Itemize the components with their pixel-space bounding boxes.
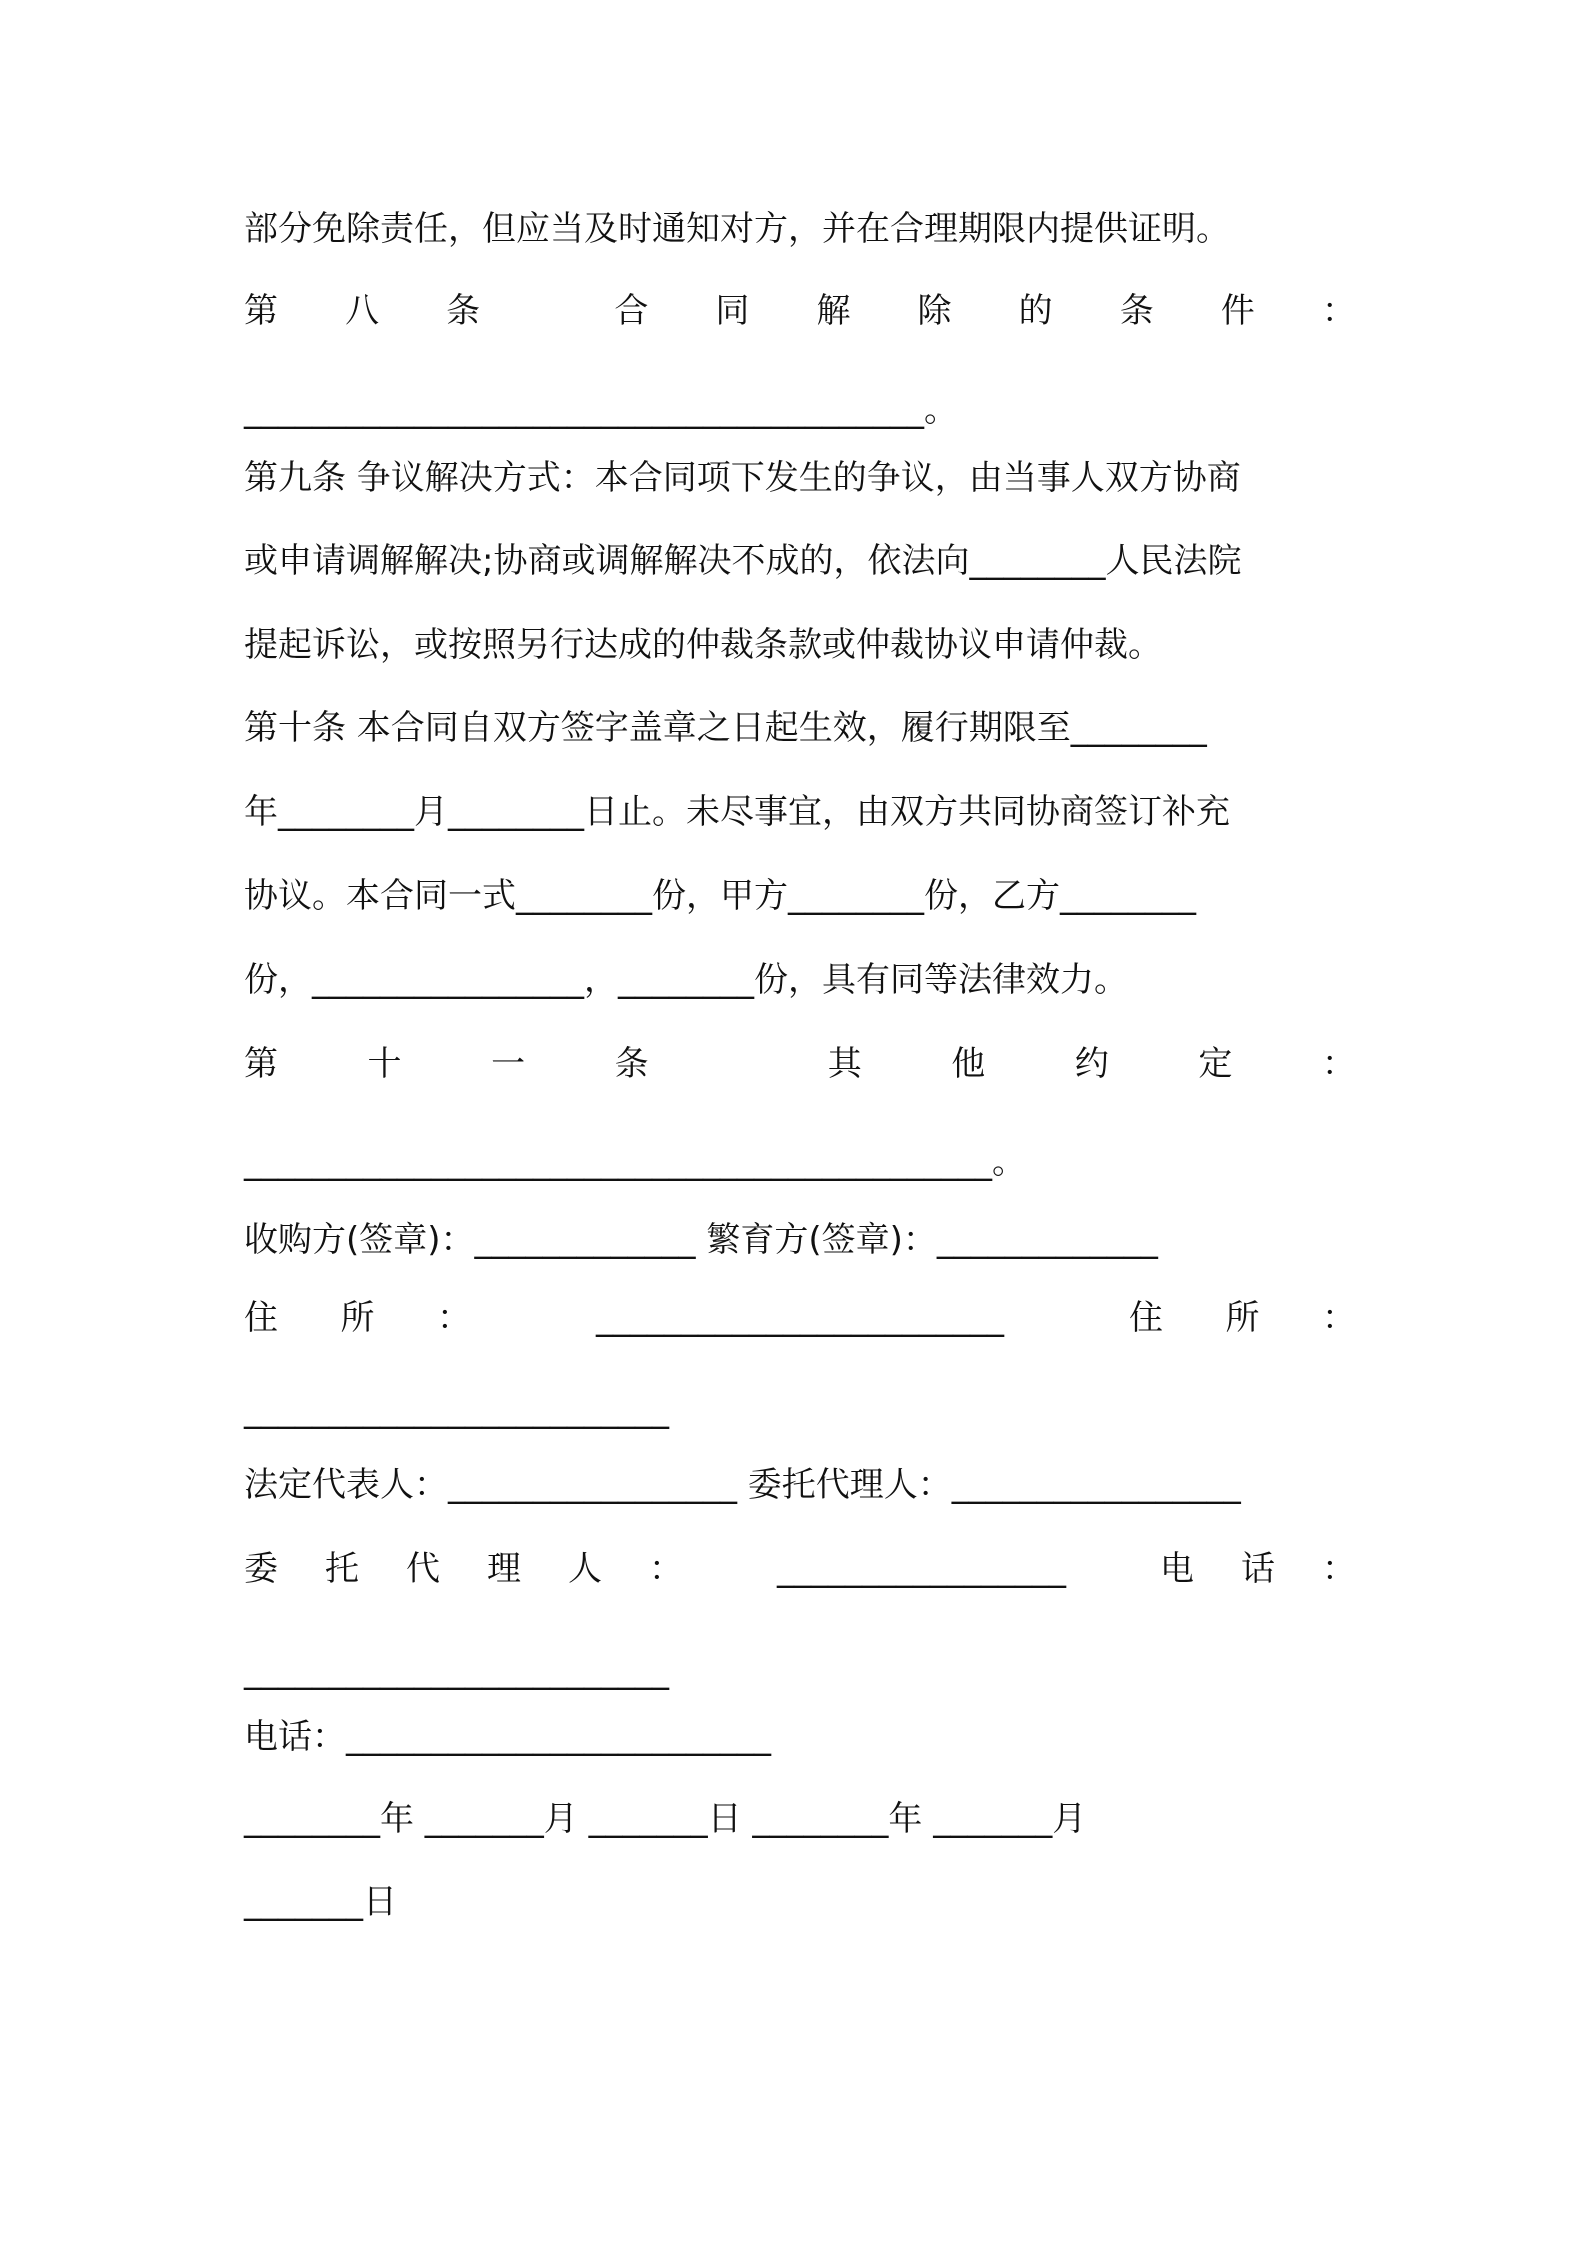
article8-token: 的	[1018, 291, 1053, 331]
article10-line-3: 协议。本合同一式________份，甲方________份，乙方________	[244, 876, 1196, 916]
agent-phone-token: 代	[406, 1549, 440, 1589]
article9-line-2: 或申请调解解决;协商或调解解决不成的，依法向________人民法院	[244, 541, 1242, 581]
address-token: 所	[340, 1298, 375, 1338]
article11-token: 十	[367, 1044, 402, 1084]
article11-blank: ____________________________________________。	[244, 1142, 1026, 1182]
address-token: ：	[1322, 1298, 1356, 1338]
article11-token: 其	[827, 1044, 862, 1084]
address-token: 住	[244, 1298, 278, 1338]
article8-token: 同	[715, 291, 750, 331]
article8-token: 除	[917, 291, 952, 331]
article11-heading	[244, 1038, 1356, 1090]
article8-blank: ________________________________________。	[244, 390, 958, 430]
article8-token: 合	[614, 291, 649, 331]
signature-parties: 收购方(签章)：_____________ 繁育方(签章)：_____________	[244, 1220, 1158, 1260]
article9-line-1: 第九条 争议解决方式：本合同项下发生的争议，由当事人双方协商	[244, 458, 1241, 498]
agent-phone-token: ：	[1322, 1549, 1356, 1589]
article10-line-2: 年________月________日止。未尽事宜，由双方共同协商签订补充	[244, 792, 1230, 832]
article11-token: 约	[1074, 1044, 1109, 1084]
agent-phone-token: ：	[649, 1549, 683, 1589]
article11-token: 条	[614, 1044, 649, 1084]
date-line: ________年 _______月 _______日 ________年 _______月	[244, 1799, 1087, 1839]
article8-heading	[244, 285, 1356, 337]
article8-token: 条	[1119, 291, 1154, 331]
address-token: ：	[437, 1298, 471, 1338]
phone-blank-continued: _________________________	[244, 1651, 669, 1691]
article8-token: 件	[1220, 291, 1255, 331]
article11-token: 一	[491, 1044, 526, 1084]
phone-line: 电话：_________________________	[244, 1717, 771, 1757]
agent-phone-token: 人	[568, 1549, 602, 1589]
address-blank: ________________________	[596, 1298, 1004, 1338]
article8-token: 条	[446, 291, 481, 331]
agent-phone-line	[244, 1543, 1356, 1595]
agent-phone-token: 托	[325, 1549, 359, 1589]
article11-token: 他	[951, 1044, 986, 1084]
article8-token: 八	[345, 291, 380, 331]
article10-line-4: 份，________________，________份，具有同等法律效力。	[244, 960, 1128, 1000]
address-blank-continued: _________________________	[244, 1390, 669, 1430]
representative-line: 法定代表人：_________________ 委托代理人：_________________	[244, 1465, 1241, 1505]
agent-phone-token: 电	[1160, 1549, 1194, 1589]
address-token: 住	[1129, 1298, 1163, 1338]
agent-blank: _________________	[777, 1549, 1066, 1589]
article9-line-3: 提起诉讼，或按照另行达成的仲裁条款或仲裁协议申请仲裁。	[244, 625, 1162, 665]
article11-token: 第	[244, 1044, 278, 1084]
article11-token: 定	[1198, 1044, 1233, 1084]
article8-token: 第	[244, 291, 278, 331]
article10-line-1: 第十条 本合同自双方签字盖章之日起生效，履行期限至________	[244, 708, 1207, 748]
address-token: 所	[1225, 1298, 1260, 1338]
agent-phone-token: 理	[487, 1549, 521, 1589]
address-line	[244, 1292, 1356, 1344]
article8-token: 解	[816, 291, 851, 331]
article8-token: ：	[1321, 291, 1356, 331]
agent-phone-token: 话	[1241, 1549, 1275, 1589]
article7-continuation: 部分免除责任，但应当及时通知对方，并在合理期限内提供证明。	[244, 209, 1230, 249]
agent-phone-token: 委	[244, 1549, 278, 1589]
date-line-continued: _______日	[244, 1882, 397, 1922]
article11-token: ：	[1321, 1044, 1356, 1084]
